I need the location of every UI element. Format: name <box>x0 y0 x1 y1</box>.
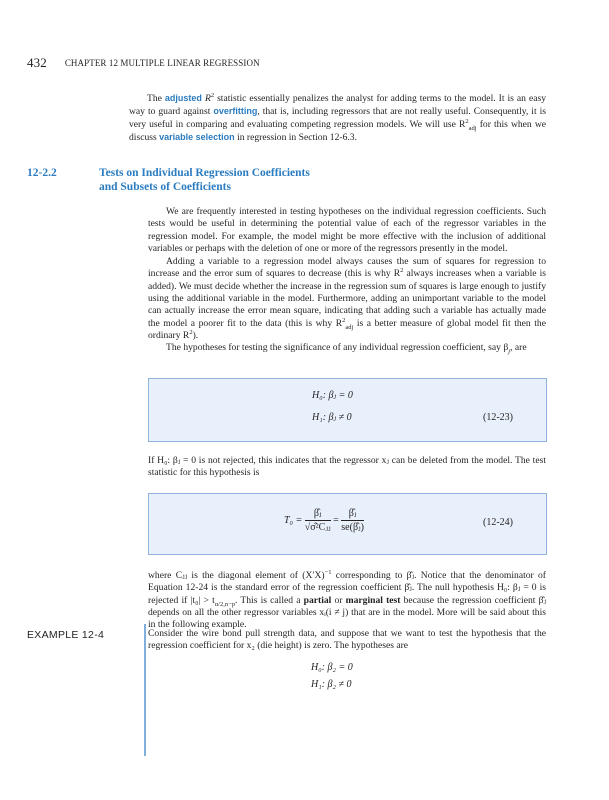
section-number: 12-2.2 <box>27 167 57 179</box>
null-hypothesis: H₀: βⱼ = 0 <box>312 390 353 401</box>
page-number: 432 <box>27 55 47 70</box>
test-statistic-formula: T₀ = $\frac{\text{β̂ⱼ}}{\text{√σ̂²Cⱼⱼ}}$ = $\frac{\text{β̂ⱼ}}{\text{se(β̂ⱼ)}}$ <box>284 508 365 533</box>
paragraph-test-statistic: If H₀: βⱼ = 0 is not rejected, this indicates that the regressor xⱼ can be deleted from the model. The test statistic for this hypothesis is <box>148 455 546 479</box>
alternative-hypothesis: H₁: βⱼ ≠ 0 <box>312 412 352 423</box>
example-text: Consider the wire bond pull strength data, and suppose that we want to test the hypothesis that the regression coefficient for x₂ (die height) is zero. The hypotheses are <box>148 628 546 652</box>
paragraph-adding-variable: Adding a variable to a regression model always causes the sum of squares for regression to increase and the error sum of squares to decrease (this is why $R^2$ always increases when a variable is added). We must decide whether the increase in the regression sum of squares is large enough to justify using the additional variable in the model. Furthermore, adding an unimportant variable to the model can actually increase the error mean square, indicating that adding such a variable has actually made the model a poorer fit to the data (this is why $R^2_{adj}$ is a better measure of global model fit then the ordinary $R^2$). <box>148 256 546 342</box>
equation-number: (12-23) <box>483 412 513 423</box>
chapter-title: CHAPTER 12 MULTIPLE LINEAR REGRESSION <box>64 58 260 68</box>
paragraph-intro: We are frequently interested in testing hypotheses on the individual regression coefficients. Such tests would be useful in determining the potential value of each of the regressor variables in the regression model. For example, the model might be more effective with the inclusion of additional variables or perhaps with the deletion of one or more of the regressors presently in the model. <box>148 206 546 255</box>
paragraph-hypotheses-intro: The hypotheses for testing the significance of any individual regression coefficient, say $\beta_j$, are <box>166 342 527 355</box>
section-title: Tests on Individual Regression Coefficients and Subsets of Coefficients <box>99 167 310 193</box>
paragraph-partial-test: where Cⱼⱼ is the diagonal element of $(X'X)^{-1}$ corresponding to β̂ⱼ. Notice that the denominator of Equation 12-24 is the standard error of the regression coefficient β̂ⱼ. The null hypothesis H₀: βⱼ = 0 is rejected if $|t_0| > t_{\alpha/2,n-p}$. This is called a partial or marginal test because the regression coefficient β̂ⱼ depends on all the other regressor variables xᵢ(i ≠ j) that are in the model. More will be said about this in the following example. <box>148 568 546 631</box>
example-alternative-hypothesis: H₁: β₂ ≠ 0 <box>311 679 352 690</box>
keyword-overfitting: overfitting <box>213 106 258 117</box>
keyword-variable-selection: variable selection <box>159 132 235 143</box>
example-rule <box>144 624 146 756</box>
equation-number: (12-24) <box>483 517 513 528</box>
example-label: EXAMPLE 12-4 <box>27 629 105 641</box>
example-null-hypothesis: H₀: β₂ = 0 <box>311 662 353 673</box>
equation-box-12-23 <box>148 378 547 442</box>
equation-box-12-24 <box>148 493 547 555</box>
running-head <box>27 54 260 70</box>
paragraph-adjusted-r2: The adjusted $R^2$ statistic essentially penalizes the analyst for adding terms to the model. It is an easy way to guard against overfitting, that is, including regressors that are not really useful. Consequently, it is very useful in comparing and evaluating competing regression models. We will use $R^2_{adj}$ for this when we discuss variable selection in regression in Section 12-6.3. <box>129 91 547 144</box>
keyword-adjusted: adjusted <box>164 93 202 103</box>
